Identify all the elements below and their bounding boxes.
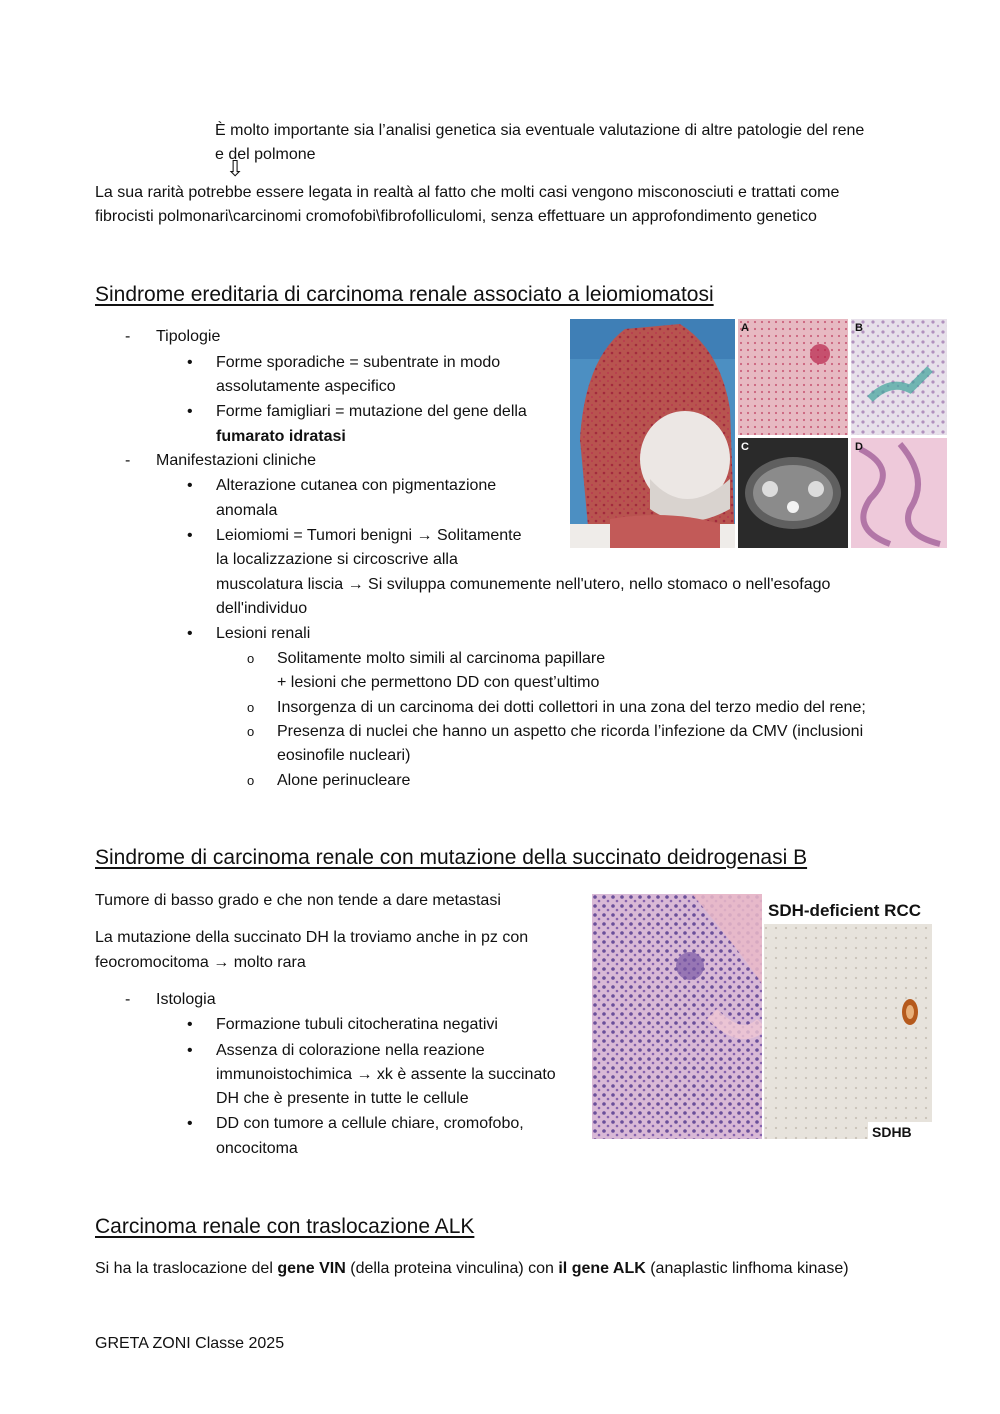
bullet-icon: • xyxy=(187,1042,193,1059)
lesioni-sub-1-line-2: + lesioni che permettono DD con quest’ultimo xyxy=(277,674,600,691)
alk-sentence-post: (anaplastic linfhoma kinase) xyxy=(645,1260,849,1277)
sub-bullet-icon: o xyxy=(247,724,255,739)
leiomiomi-line-2: la localizzazione si circoscrive alla xyxy=(216,551,458,568)
intro-line-1: È molto importante sia l’analisi genetica sia eventuale valutazione di altre patologie del rene xyxy=(215,122,865,139)
sdh-figure xyxy=(592,894,932,1139)
lesioni-sub-2: Insorgenza di un carcinoma dei dotti collettori in una zona del terzo medio del rene; xyxy=(277,699,866,716)
forme-famigliari-line-2: fumarato idratasi xyxy=(216,428,346,445)
manifestazioni-label: Manifestazioni cliniche xyxy=(156,452,317,469)
istologia-label: Istologia xyxy=(156,991,216,1008)
bullet-icon: • xyxy=(187,1016,193,1033)
section-title-succinato: Sindrome di carcinoma renale con mutazione della succinato deidrogenasi B xyxy=(95,846,808,869)
dash-icon: - xyxy=(125,452,131,469)
sdh-label-top: SDH-deficient RCC xyxy=(768,901,922,920)
istologia-item-2-line-2: immunoistochimica → xk è assente la succinato xyxy=(216,1066,556,1083)
bullet-icon: • xyxy=(187,403,193,420)
succinato-para-2-line-1: La mutazione della succinato DH la troviamo anche in pz con xyxy=(95,929,529,946)
leiomiomi-line-4: dell'individuo xyxy=(216,600,308,617)
lesioni-sub-3-line-2: eosinofile nucleari) xyxy=(277,747,411,764)
alk-sentence-mid: (della proteina vinculina) con xyxy=(345,1260,559,1277)
bullet-icon: • xyxy=(187,625,193,642)
forme-sporadiche-line-2: assolutamente aspecifico xyxy=(216,378,396,395)
succinato-para-1: Tumore di basso grado e che non tende a dare metastasi xyxy=(95,892,501,909)
forme-famigliari-line-1: Forme famigliari = mutazione del gene della xyxy=(216,403,527,420)
succinato-para-2-line-2: feocromocitoma → molto rara xyxy=(95,954,306,971)
leiomiomi-line-3: muscolatura liscia → Si sviluppa comunemente nell'utero, nello stomaco o nell'esofago xyxy=(216,576,831,593)
intro-para-line-1: La sua rarità potrebbe essere legata in realtà al fatto che molti casi vengono misconosciuti e trattati come xyxy=(95,184,840,201)
intro-para-line-2: fibrocisti polmonari\carcinomi cromofobi\fibrofolliculomi, senza effettuare un approfondimento genetico xyxy=(95,208,817,225)
bullet-icon: • xyxy=(187,527,193,544)
istologia-item-3-line-2: oncocitoma xyxy=(216,1140,298,1157)
bullet-icon: • xyxy=(187,1115,193,1132)
alk-sentence xyxy=(95,1257,849,1282)
sdh-label-bottom: SDHB xyxy=(872,1124,912,1139)
footer-author: GRETA ZONI Classe 2025 xyxy=(95,1335,285,1352)
dash-icon: - xyxy=(125,328,131,345)
istologia-item-3-line-1: DD con tumore a cellule chiare, cromofobo, xyxy=(216,1115,524,1132)
lesioni-sub-4: Alone perinucleare xyxy=(277,772,411,789)
panel-label-d: D xyxy=(855,441,863,453)
alterazione-line-2: anomala xyxy=(216,502,278,519)
intro-line-2: e del polmone xyxy=(215,146,316,163)
tipologie-label: Tipologie xyxy=(156,328,221,345)
sub-bullet-icon: o xyxy=(247,773,255,788)
panel-label-c: C xyxy=(741,441,749,453)
leiomiomatosi-figure xyxy=(570,319,947,548)
sub-bullet-icon: o xyxy=(247,651,255,666)
forme-sporadiche-line-1: Forme sporadiche = subentrate in modo xyxy=(216,354,501,371)
lesioni-sub-3-line-1: Presenza di nuclei che hanno un aspetto che ricorda l’infezione da CMV (inclusioni xyxy=(277,723,864,740)
lesioni-sub-1-line-1: Solitamente molto simili al carcinoma papillare xyxy=(277,650,606,667)
alk-gene-vin: gene VIN xyxy=(277,1260,346,1277)
section-title-leiomiomatosi: Sindrome ereditaria di carcinoma renale associato a leiomiomatosi xyxy=(95,283,714,306)
bullet-icon: • xyxy=(187,477,193,494)
leiomiomi-line-1: Leiomiomi = Tumori benigni → Solitamente xyxy=(216,527,522,544)
dash-icon: - xyxy=(125,991,131,1008)
sdh-histology-panel xyxy=(592,894,932,1139)
alterazione-line-1: Alterazione cutanea con pigmentazione xyxy=(216,477,497,494)
section-title-alk: Carcinoma renale con traslocazione ALK xyxy=(95,1215,475,1238)
istologia-item-2-line-1: Assenza di colorazione nella reazione xyxy=(216,1042,485,1059)
istologia-item-1: Formazione tubuli citocheratina negativi xyxy=(216,1016,498,1033)
alk-sentence-pre: Si ha la traslocazione del xyxy=(95,1260,278,1277)
istologia-item-2-line-3: DH che è presente in tutte le cellule xyxy=(216,1090,469,1107)
panel-label-b: B xyxy=(855,322,863,334)
alk-gene-alk: il gene ALK xyxy=(558,1260,646,1277)
panel-label-a: A xyxy=(741,322,749,334)
lesioni-label: Lesioni renali xyxy=(216,625,311,642)
sub-bullet-icon: o xyxy=(247,700,255,715)
down-arrow-icon: ⇩ xyxy=(226,156,245,181)
bullet-icon: • xyxy=(187,354,193,371)
clinical-photo-panel xyxy=(570,319,947,548)
